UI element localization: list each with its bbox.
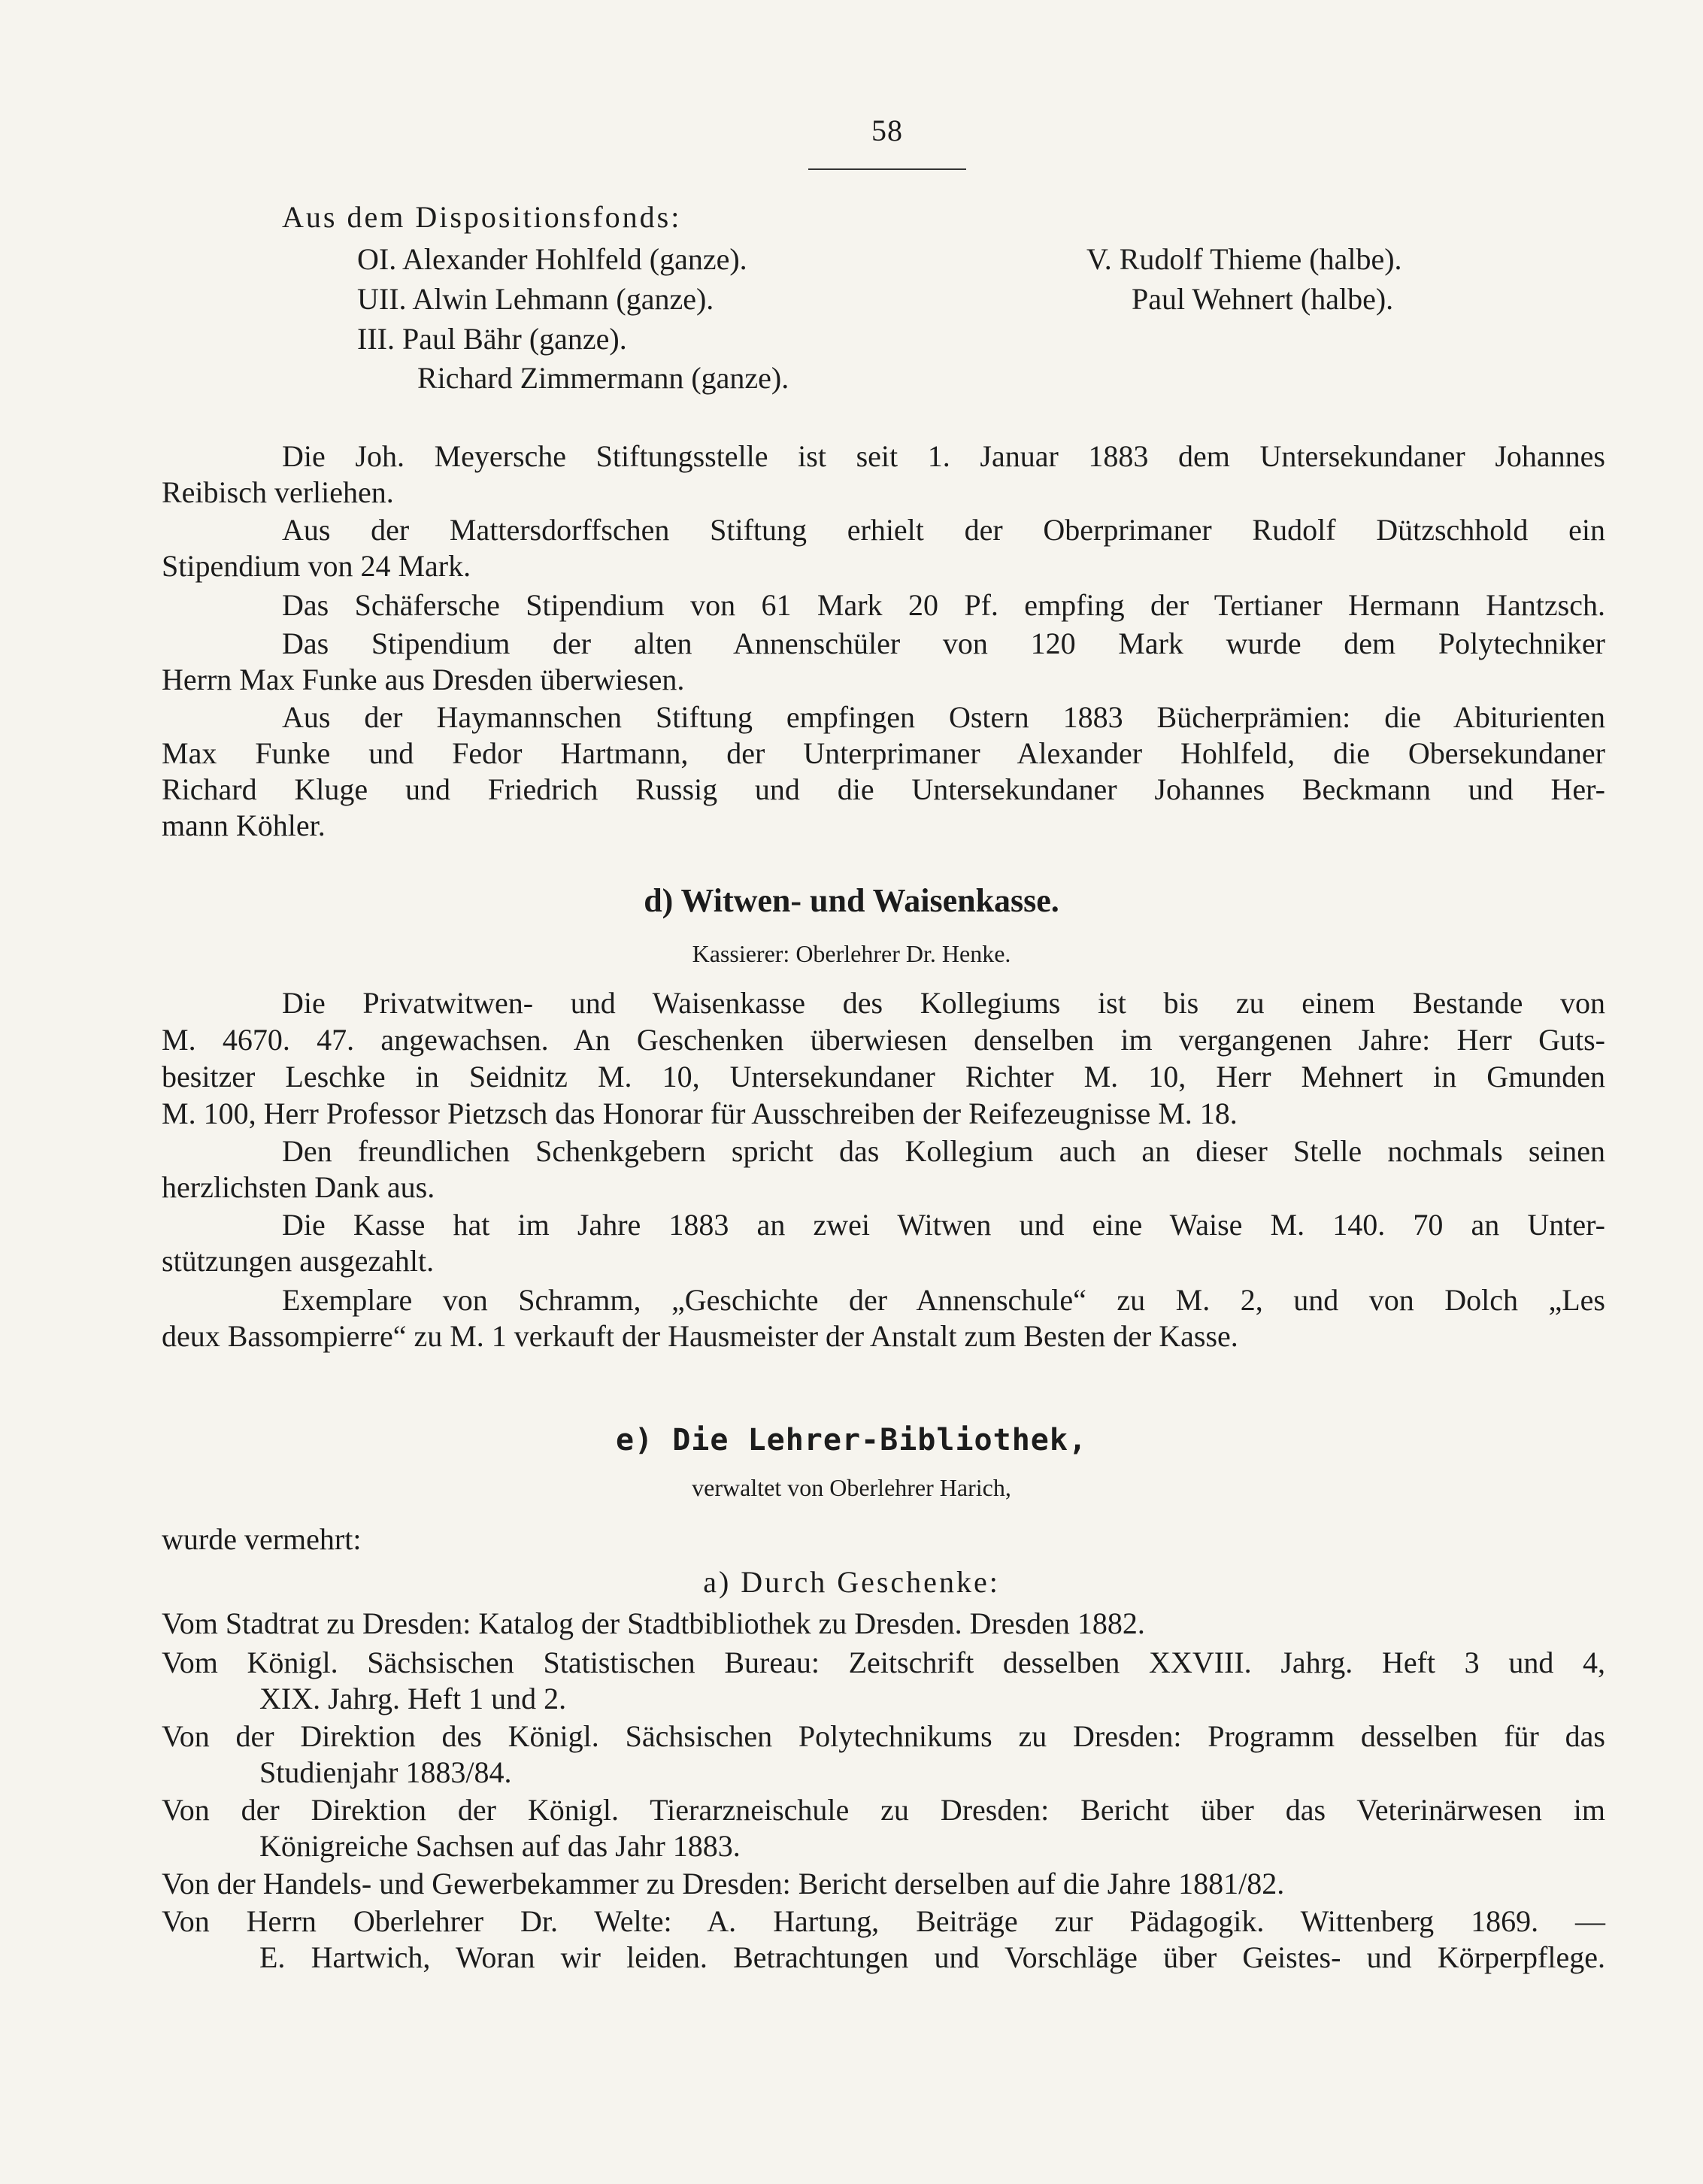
paragraph-line: Das Stipendium der alten Annenschüler von 120 Mark wurde dem Polytechniker xyxy=(282,626,1605,660)
disp-right-line: V. Rudolf Thieme (halbe). xyxy=(1086,242,1402,276)
entry-line: E. Hartwich, Woran wir leiden. Betrachtungen und Vorschläge über Geistes- und Körperpflege. xyxy=(259,1940,1605,1974)
entry-line: Vom Stadtrat zu Dresden: Katalog der Stadtbibliothek zu Dresden. Dresden 1882. xyxy=(162,1606,1145,1640)
page-number-rule xyxy=(808,168,966,170)
entry-line: Von der Direktion des Königl. Sächsischen Polytechnikums zu Dresden: Programm desselben für das xyxy=(162,1719,1605,1753)
dispositionsfonds-heading: Aus dem Dispositionsfonds: xyxy=(282,200,682,234)
entry-line: Königreiche Sachsen auf das Jahr 1883. xyxy=(259,1829,741,1863)
entry-line: Studienjahr 1883/84. xyxy=(259,1755,512,1789)
paragraph-line: Aus der Haymannschen Stiftung empfingen Ostern 1883 Bücherprämien: die Abiturienten xyxy=(282,700,1605,734)
paragraph-line: M. 100, Herr Professor Pietzsch das Honorar für Ausschreiben der Reifezeugnisse M. 18. xyxy=(162,1097,1238,1130)
paragraph-line: mann Köhler. xyxy=(162,808,326,842)
paragraph-line: Aus der Mattersdorffschen Stiftung erhielt der Oberprimaner Rudolf Dützschhold ein xyxy=(282,513,1605,547)
verwaltet-line: verwaltet von Oberlehrer Harich, xyxy=(692,1474,1011,1501)
section-heading-witwenkasse: d) Witwen- und Waisenkasse. xyxy=(644,882,1059,919)
paragraph-line: deux Bassompierre“ zu M. 1 verkauft der Hausmeister der Anstalt zum Besten der Kasse. xyxy=(162,1319,1238,1353)
paragraph-line: Richard Kluge und Friedrich Russig und die Untersekundaner Johannes Beckmann und Her- xyxy=(162,772,1605,806)
paragraph-line: Herrn Max Funke aus Dresden überwiesen. xyxy=(162,663,685,696)
entry-line: Von der Direktion der Königl. Tierarzneischule zu Dresden: Bericht über das Veterinärwesen im xyxy=(162,1793,1605,1827)
paragraph-line: Exemplare von Schramm, „Geschichte der Annenschule“ zu M. 2, und von Dolch „Les xyxy=(282,1283,1605,1317)
paragraph-line: Den freundlichen Schenkgebern spricht das Kollegium auch an dieser Stelle nochmals seinen xyxy=(282,1134,1605,1168)
vermehrt-line: wurde vermehrt: xyxy=(162,1522,362,1556)
subheading-geschenke: a) Durch Geschenke: xyxy=(703,1565,1000,1599)
kassierer-line: Kassierer: Oberlehrer Dr. Henke. xyxy=(692,940,1011,967)
paragraph-line: Die Joh. Meyersche Stiftungsstelle ist seit 1. Januar 1883 dem Untersekundaner Johannes xyxy=(282,439,1605,473)
disp-left-line: Richard Zimmermann (ganze). xyxy=(417,361,789,395)
paragraph-line: besitzer Leschke in Seidnitz M. 10, Untersekundaner Richter M. 10, Herr Mehnert in Gmunden xyxy=(162,1060,1605,1094)
page-number: 58 xyxy=(871,114,903,147)
paragraph-line: Stipendium von 24 Mark. xyxy=(162,549,471,583)
paragraph-line: Max Funke und Fedor Hartmann, der Unterprimaner Alexander Hohlfeld, die Obersekundaner xyxy=(162,736,1605,770)
disp-left-line: III. Paul Bähr (ganze). xyxy=(357,322,627,356)
entry-line: Vom Königl. Sächsischen Statistischen Bureau: Zeitschrift desselben XXVIII. Jahrg. Heft 3 und 4, xyxy=(162,1646,1605,1679)
paragraph-line: herzlichsten Dank aus. xyxy=(162,1170,435,1204)
entry-line: Von der Handels- und Gewerbekammer zu Dresden: Bericht derselben auf die Jahre 1881/82. xyxy=(162,1867,1285,1900)
disp-left-line: OI. Alexander Hohlfeld (ganze). xyxy=(357,242,747,276)
entry-line: XIX. Jahrg. Heft 1 und 2. xyxy=(259,1682,567,1715)
paragraph-line: stützungen ausgezahlt. xyxy=(162,1244,435,1278)
section-heading-lehrer-bibliothek: e) Die Lehrer-Bibliothek, xyxy=(615,1423,1088,1458)
paragraph-line: Die Privatwitwen- und Waisenkasse des Kollegiums ist bis zu einem Bestande von xyxy=(282,986,1605,1020)
disp-left-line: UII. Alwin Lehmann (ganze). xyxy=(357,282,714,316)
paragraph-line: Das Schäfersche Stipendium von 61 Mark 20 Pf. empfing der Tertianer Hermann Hantzsch. xyxy=(282,588,1605,622)
entry-line: Von Herrn Oberlehrer Dr. Welte: A. Hartung, Beiträge zur Pädagogik. Wittenberg 1869. — xyxy=(162,1904,1605,1938)
paragraph-line: M. 4670. 47. angewachsen. An Geschenken überwiesen denselben im vergangenen Jahre: Herr Guts- xyxy=(162,1023,1605,1057)
paragraph-line: Die Kasse hat im Jahre 1883 an zwei Witwen und eine Waise M. 140. 70 an Unter- xyxy=(282,1208,1605,1242)
disp-right-line: Paul Wehnert (halbe). xyxy=(1132,282,1394,316)
paragraph-line: Reibisch verliehen. xyxy=(162,475,394,509)
